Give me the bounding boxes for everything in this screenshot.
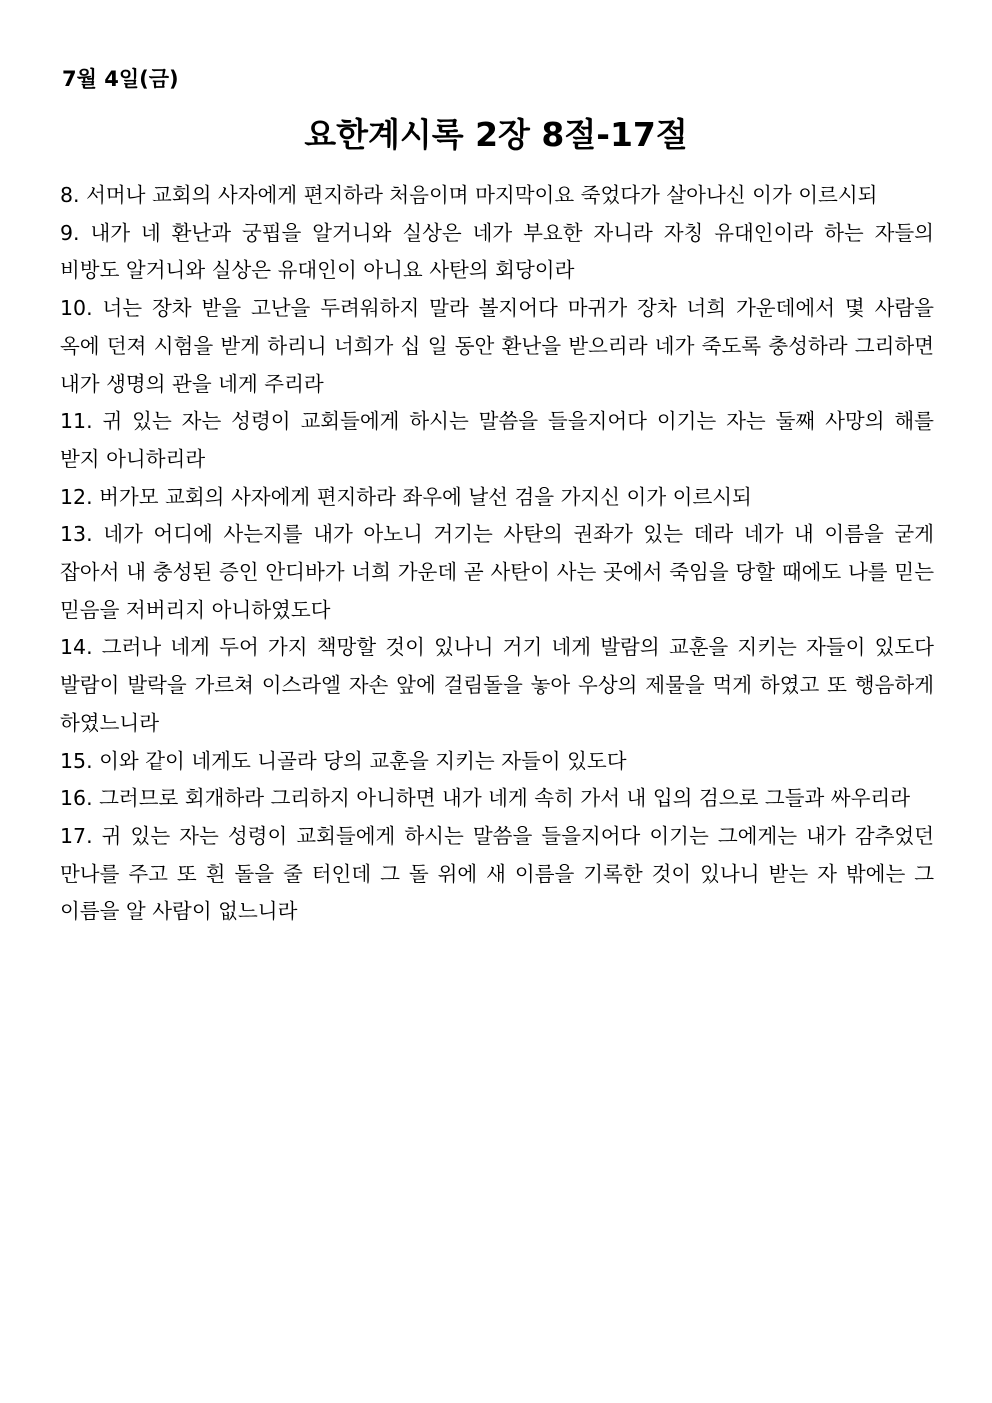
verse-10: 10. 너는 장차 받을 고난을 두려워하지 말라 볼지어다 마귀가 장차 너희 가운데에서 몇 사람을 옥에 던져 시험을 받게 하리니 너희가 십 일 동안 환난을 받으리라 네가 죽도록 충성하라 그리하면 내가 생명의 관을 네게 주리라 <box>60 296 934 396</box>
verse-12: 12. 버가모 교회의 사자에게 편지하라 좌우에 날선 검을 가지신 이가 이르시되 <box>60 484 752 509</box>
page-title: 요한계시록 2장 8절-17절 <box>304 115 688 154</box>
verse-15: 15. 이와 같이 네게도 니골라 당의 교훈을 지키는 자들이 있도다 <box>60 748 627 773</box>
verse-9: 9. 내가 네 환난과 궁핍을 알거니와 실상은 네가 부요한 자니라 자칭 유대인이라 하는 자들의 비방도 알거니와 실상은 유대인이 아니요 사탄의 회당이라 <box>60 220 934 283</box>
verse-13: 13. 네가 어디에 사는지를 내가 아노니 거기는 사탄의 권좌가 있는 데라 네가 내 이름을 굳게 잡아서 내 충성된 증인 안디바가 너희 가운데 곧 사탄이 사는 곳에서 죽임을 당할 때에도 나를 믿는 믿음을 저버리지 아니하였도다 <box>60 522 934 622</box>
verse-16: 16. 그러므로 회개하라 그리하지 아니하면 내가 네게 속히 가서 내 입의 검으로 그들과 싸우리라 <box>60 786 911 811</box>
verse-17: 17. 귀 있는 자는 성령이 교회들에게 하시는 말씀을 들을지어다 이기는 그에게는 내가 감추었던 만나를 주고 또 흰 돌을 줄 터인데 그 돌 위에 새 이름을 기록한 것이 있나니 받는 자 밖에는 그 이름을 알 사람이 없느니라 <box>60 823 934 924</box>
verse-11: 11. 귀 있는 자는 성령이 교회들에게 하시는 말씀을 들을지어다 이기는 자는 둘째 사망의 해를 받지 아니하리라 <box>60 409 934 471</box>
date-heading: 7월 4일(금) <box>62 67 179 91</box>
verse-list <box>60 177 934 931</box>
verse-8: 8. 서머나 교회의 사자에게 편지하라 처음이며 마지막이요 죽었다가 살아나신 이가 이르시되 <box>60 183 878 207</box>
verse-14: 14. 그러나 네게 두어 가지 책망할 것이 있나니 거기 네게 발람의 교훈을 지키는 자들이 있도다 발람이 발락을 가르쳐 이스라엘 자손 앞에 걸림돌을 놓아 우상의 제물을 먹게 하였고 또 행음하게 하였느니라 <box>60 635 934 735</box>
